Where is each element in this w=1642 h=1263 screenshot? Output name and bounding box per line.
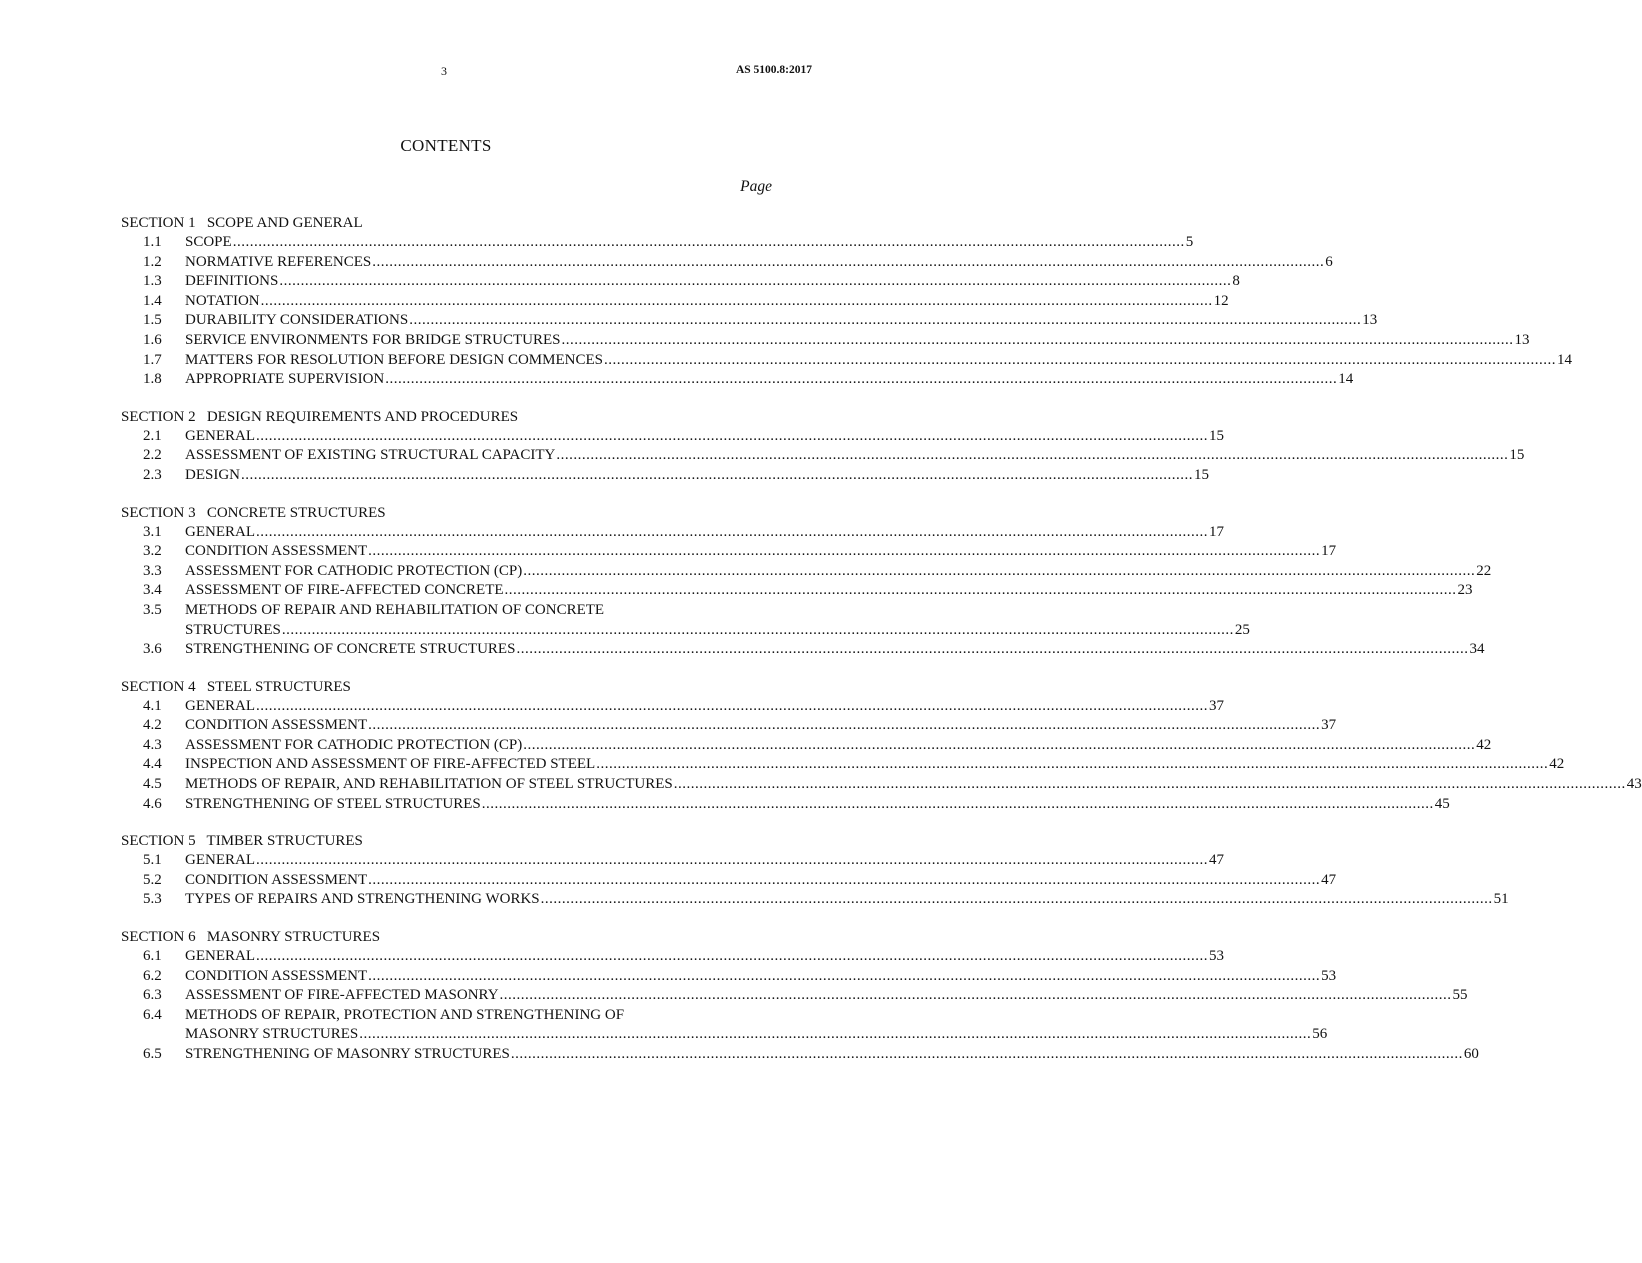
document-code: AS 5100.8:2017	[735, 64, 812, 76]
dot-leader	[500, 986, 1452, 1006]
entry-number: 1.6	[143, 331, 162, 348]
dot-leader	[256, 697, 1208, 717]
entry-title: INSPECTION AND ASSESSMENT OF FIRE-AFFECTED STEEL	[185, 756, 596, 773]
entry-page-number: 8	[1232, 273, 1240, 290]
entry-page-number: 14	[1556, 351, 1572, 368]
toc-entry[interactable]	[121, 1045, 1479, 1065]
toc-entry[interactable]	[121, 427, 1224, 447]
dot-leader	[256, 427, 1208, 447]
entry-page-number: 42	[1476, 736, 1492, 753]
dot-leader	[368, 967, 1320, 987]
toc-section	[121, 927, 1479, 1065]
entry-number: 6.1	[143, 948, 162, 965]
entry-page-number: 51	[1493, 891, 1509, 908]
entry-page-number: 34	[1469, 641, 1485, 658]
toc-entry[interactable]	[121, 795, 1450, 815]
toc-section	[121, 213, 1572, 390]
entry-number: 4.5	[143, 776, 162, 793]
section-heading[interactable]: SECTION 1 SCOPE AND GENERAL	[121, 215, 363, 231]
entry-title: APPROPRIATE SUPERVISION	[185, 371, 385, 388]
toc-section	[121, 503, 1492, 660]
entry-page-number: 13	[1362, 312, 1378, 329]
entry-number: 3.4	[143, 582, 162, 599]
toc-entry[interactable]	[121, 601, 1250, 640]
entry-title: SERVICE ENVIRONMENTS FOR BRIDGE STRUCTURES	[185, 331, 561, 348]
entry-page-number: 47	[1209, 852, 1224, 869]
dot-leader	[556, 446, 1508, 466]
entry-title-line1: METHODS OF REPAIR, PROTECTION AND STRENGTHENING OF	[185, 1006, 625, 1023]
entry-title: DESIGN	[185, 466, 240, 483]
dot-leader	[372, 253, 1324, 273]
toc-entry[interactable]	[121, 272, 1240, 292]
entry-title: ASSESSMENT OF FIRE-AFFECTED MASONRY	[185, 987, 499, 1004]
entry-number: 4.4	[143, 756, 162, 773]
dot-leader	[368, 871, 1320, 891]
dot-leader	[233, 233, 1185, 253]
toc-entry[interactable]	[121, 986, 1468, 1006]
toc-section	[121, 831, 1509, 910]
entry-page-number: 56	[1312, 1026, 1328, 1043]
toc-entry[interactable]	[121, 466, 1209, 486]
entry-number: 6.3	[143, 987, 162, 1004]
entry-title: ASSESSMENT FOR CATHODIC PROTECTION (CP)	[185, 562, 523, 579]
entry-number: 3.6	[143, 641, 162, 658]
entry-number: 6.2	[143, 967, 162, 984]
dot-leader	[482, 795, 1434, 815]
entry-title: NORMATIVE REFERENCES	[185, 253, 372, 270]
dot-leader	[596, 755, 1548, 775]
dot-leader	[523, 736, 1475, 756]
entry-title: GENERAL	[185, 697, 255, 714]
entry-number: 4.6	[143, 795, 162, 812]
toc-entry[interactable]	[121, 890, 1509, 910]
entry-page-number: 60	[1463, 1046, 1479, 1062]
toc-entry[interactable]	[121, 523, 1224, 543]
entry-number: 1.4	[143, 292, 162, 309]
toc-entry[interactable]	[121, 1006, 1328, 1045]
entry-number: 5.3	[143, 891, 162, 908]
entry-number: 3.5	[143, 601, 162, 618]
dot-leader	[256, 851, 1208, 871]
dot-leader	[511, 1045, 1463, 1065]
entry-number: 2.1	[143, 427, 162, 444]
section-heading[interactable]: SECTION 5 TIMBER STRUCTURES	[121, 833, 363, 850]
entry-page-number: 43	[1626, 776, 1642, 793]
dot-leader	[674, 775, 1626, 795]
entry-number: 1.1	[143, 234, 162, 250]
entry-page-number: 5	[1185, 234, 1194, 250]
entry-page-number: 53	[1321, 967, 1337, 984]
toc-entry[interactable]	[121, 292, 1229, 312]
entry-number: 1.2	[143, 253, 162, 270]
entry-title-line1: METHODS OF REPAIR AND REHABILITATION OF CONCRETE	[185, 601, 605, 618]
entry-title: GENERAL	[185, 852, 255, 869]
entry-title: GENERAL	[185, 523, 255, 540]
dot-leader	[541, 890, 1493, 910]
entry-title: GENERAL	[185, 427, 255, 444]
entry-number: 6.4	[143, 1006, 162, 1023]
toc-entry[interactable]	[121, 253, 1333, 273]
toc-entry[interactable]	[121, 331, 1530, 351]
entry-title: NOTATION	[185, 292, 260, 309]
dot-leader	[282, 621, 1234, 641]
page-column-label: Page	[740, 178, 772, 195]
entry-number: 4.2	[143, 717, 162, 734]
entry-page-number: 37	[1321, 717, 1337, 734]
entry-page-number: 17	[1209, 523, 1224, 540]
dot-leader	[409, 311, 1361, 331]
toc-entry[interactable]	[121, 736, 1492, 756]
entry-page-number: 53	[1209, 948, 1224, 965]
entry-number: 5.2	[143, 871, 162, 888]
entry-number: 1.8	[143, 371, 162, 388]
entry-title: STRUCTURES	[185, 621, 281, 638]
entry-title: ASSESSMENT FOR CATHODIC PROTECTION (CP)	[185, 736, 523, 753]
entry-page-number: 6	[1325, 253, 1333, 270]
entry-title: MATTERS FOR RESOLUTION BEFORE DESIGN COMMENCES	[185, 351, 603, 368]
dot-leader	[368, 542, 1320, 562]
entry-title: CONDITION ASSESSMENT	[185, 543, 368, 560]
toc-entry[interactable]	[121, 947, 1224, 967]
dot-leader	[256, 947, 1208, 967]
dot-leader	[241, 466, 1193, 486]
dot-leader	[604, 351, 1556, 371]
entry-title: METHODS OF REPAIR, AND REHABILITATION OF STEEL STRUCTURES	[185, 776, 673, 793]
entry-title: TYPES OF REPAIRS AND STRENGTHENING WORKS	[185, 891, 540, 908]
entry-title: DEFINITIONS	[185, 273, 279, 290]
dot-leader	[359, 1025, 1311, 1045]
toc-entry[interactable]	[121, 851, 1224, 871]
entry-number: 2.3	[143, 466, 162, 483]
entry-page-number: 14	[1338, 371, 1354, 388]
entry-number: 1.7	[143, 351, 162, 368]
page-number: 3	[441, 64, 447, 78]
entry-title: STRENGTHENING OF MASONRY STRUCTURES	[185, 1046, 510, 1062]
toc-entry[interactable]	[121, 446, 1525, 466]
toc-section	[121, 407, 1525, 486]
dot-leader	[523, 562, 1475, 582]
entry-title: CONDITION ASSESSMENT	[185, 717, 368, 734]
contents-title: CONTENTS	[400, 136, 492, 155]
section-heading[interactable]: SECTION 3 CONCRETE STRUCTURES	[121, 504, 386, 521]
entry-number: 4.1	[143, 697, 162, 714]
entry-number: 3.3	[143, 562, 162, 579]
dot-leader	[256, 523, 1208, 543]
entry-page-number: 13	[1514, 331, 1530, 348]
page-header	[0, 64, 892, 84]
entry-title: MASONRY STRUCTURES	[185, 1026, 359, 1043]
toc-entry[interactable]	[121, 351, 1572, 371]
dot-leader	[261, 292, 1213, 312]
toc-entry[interactable]	[121, 233, 1194, 253]
section-heading[interactable]: SECTION 4 STEEL STRUCTURES	[121, 678, 351, 695]
entry-number: 6.5	[143, 1046, 162, 1062]
entry-page-number: 47	[1321, 871, 1337, 888]
entry-number: 1.5	[143, 312, 162, 329]
entry-page-number: 15	[1509, 447, 1525, 464]
dot-leader	[368, 716, 1320, 736]
toc-section	[121, 677, 1642, 815]
entry-number: 3.1	[143, 523, 162, 540]
toc-entry[interactable]	[121, 311, 1378, 331]
toc-entry[interactable]	[121, 775, 1642, 795]
toc-entry[interactable]	[121, 967, 1337, 987]
entry-page-number: 22	[1476, 562, 1492, 579]
dot-leader	[562, 331, 1514, 351]
entry-page-number: 55	[1452, 987, 1468, 1004]
entry-title: SCOPE	[185, 234, 232, 250]
toc-entry[interactable]	[121, 716, 1337, 736]
entry-title: CONDITION ASSESSMENT	[185, 967, 368, 984]
entry-page-number: 45	[1434, 795, 1450, 812]
entry-number: 5.1	[143, 852, 162, 869]
entry-title: ASSESSMENT OF EXISTING STRUCTURAL CAPACITY	[185, 447, 556, 464]
dot-leader	[516, 640, 1468, 660]
toc-entry[interactable]	[121, 562, 1492, 582]
toc-entry[interactable]	[121, 542, 1337, 562]
section-heading[interactable]: SECTION 6 MASONRY STRUCTURES	[121, 929, 381, 946]
entry-page-number: 15	[1209, 427, 1224, 444]
entry-page-number: 12	[1213, 292, 1229, 309]
entry-number: 3.2	[143, 543, 162, 560]
entry-page-number: 23	[1457, 582, 1473, 599]
entry-number: 2.2	[143, 447, 162, 464]
entry-page-number: 17	[1321, 543, 1337, 560]
toc-entry[interactable]	[121, 640, 1485, 660]
dot-leader	[505, 581, 1457, 601]
entry-title: STRENGTHENING OF CONCRETE STRUCTURES	[185, 641, 516, 658]
entry-page-number: 25	[1234, 621, 1250, 638]
entry-title: ASSESSMENT OF FIRE-AFFECTED CONCRETE	[185, 582, 504, 599]
entry-number: 1.3	[143, 273, 162, 290]
toc-entry[interactable]	[121, 755, 1565, 775]
entry-page-number: 37	[1209, 697, 1224, 714]
section-heading[interactable]: SECTION 2 DESIGN REQUIREMENTS AND PROCEDURES	[121, 408, 519, 425]
table-of-contents	[121, 213, 1642, 1082]
entry-number: 4.3	[143, 736, 162, 753]
toc-entry[interactable]	[121, 697, 1224, 717]
entry-title: CONDITION ASSESSMENT	[185, 871, 368, 888]
entry-title: DURABILITY CONSIDERATIONS	[185, 312, 409, 329]
dot-leader	[279, 272, 1231, 292]
entry-page-number: 42	[1549, 756, 1565, 773]
toc-entry[interactable]	[121, 871, 1337, 891]
toc-entry[interactable]	[121, 370, 1354, 390]
toc-entry[interactable]	[121, 581, 1473, 601]
entry-page-number: 15	[1194, 466, 1209, 483]
entry-title: STRENGTHENING OF STEEL STRUCTURES	[185, 795, 481, 812]
entry-title: GENERAL	[185, 948, 255, 965]
dot-leader	[385, 370, 1337, 390]
